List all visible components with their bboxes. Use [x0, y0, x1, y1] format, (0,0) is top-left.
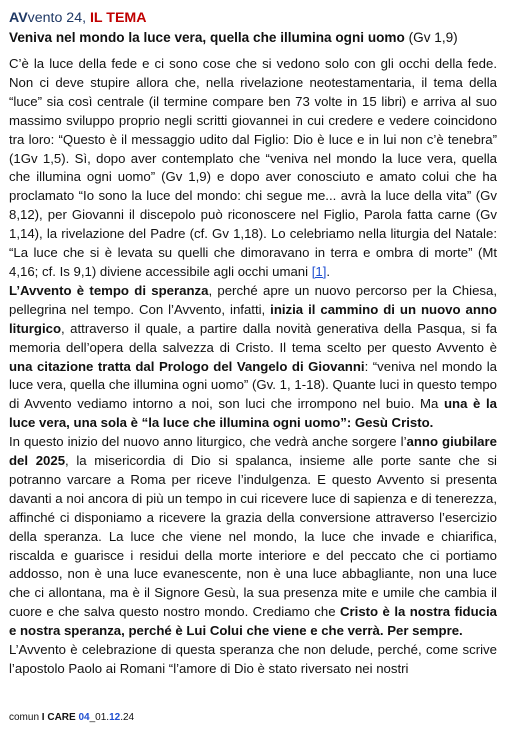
paragraph-4	[9, 641, 497, 679]
p1-end: .	[326, 263, 331, 279]
p3-text-2: , la misericordia di Dio si spalanca, insieme alle porte sante che si potranno varcare a Roma per riceve l’indulgenza. E questo Avvento si presenta davanti a noi ancora di più un tempo in cui ricevere luce di sapienza e di tenerezza, affinché ci disponiamo a ricevere la grazia della conversione attraverso l’esercizio della speranza. La luce che viene nel mondo, la luce che invade e chiarifica, riscalda e guarisce i residui della morte interiore e del peccato che ci portiamo addosso, non è una luce evanescente, non è una luce abbagliante, non una luce che ci allontana, ma è il Signore Gesù, la sua presenza mite e umile che cambia il cuore e che salva questo nostro mondo. Crediamo che	[9, 453, 497, 620]
header-tema: IL TEMA	[89, 10, 147, 26]
article	[9, 9, 497, 679]
title-ref: (Gv 1,9)	[404, 30, 458, 45]
p3-bold-2: Cristo è la nostra fiducia e nostra speranza, perché è Lui Colui che viene e che verrà. Per sempre.	[9, 604, 497, 639]
p2-text-3: : “veniva nel mondo la luce vera, quella che illumina ogni uomo” (Gv. 1, 1-18). Quante luci in questo tempo di Avvento vediamo intorno a noi, son luci che irrompono nel buio. Ma	[9, 358, 497, 412]
p2-bold-1: L’Avvento è tempo di speranza	[9, 282, 209, 298]
header-av: AV	[9, 10, 28, 26]
paragraph-2	[9, 282, 497, 433]
footer-date-1: _01.	[89, 712, 110, 723]
p2-text-2: , attraverso il quale, a partire dalla novità generativa della Pasqua, si fa memoria dell’opera della salvezza di Cristo. Il tema scelto per questo Avvento è	[9, 320, 497, 355]
footer-date-month: 12	[109, 712, 121, 723]
section-header	[9, 9, 497, 28]
p2-text-1: , perché apre un nuovo percorso per la Chiesa, pellegrina nel tempo. Con l’Avvento, infatti,	[9, 282, 497, 317]
p2-bold-2: inizia il cammino di un nuovo anno liturgico	[9, 301, 497, 336]
footer-date-2: .24	[120, 712, 135, 723]
footer-prefix: comun	[9, 712, 42, 723]
p3-bold-1: anno giubilare del 2025	[9, 434, 497, 469]
p4-text: L’Avvento è celebrazione di questa speranza che non delude, perché, come scrive l’apostolo Paolo ai Romani “l’amore di Dio è stato riversato nei nostri	[9, 642, 497, 676]
footer-issue-number: 04	[78, 712, 90, 723]
header-rest: vento 24,	[27, 10, 90, 26]
paragraph-1	[9, 55, 497, 282]
footer-icare: I CARE	[41, 712, 79, 723]
page-footer	[9, 712, 134, 723]
title-quote: Veniva nel mondo la luce vera, quella che illumina ogni uomo	[9, 30, 405, 45]
p1-text: C’è la luce della fede e ci sono cose che si vedono solo con gli occhi della fede. Non ci deve stupire allora che, nella rivelazione neotestamentaria, il tema della “luce” sia così centrale (il termine compare ben 73 volte in 15 libri) e arriva al suo massimo sviluppo proprio negli scritti giovannei in cui credere e vedere coincidono tra loro: “Questo è il messaggio udito dal Figlio: Dio è luce e in lui non c’è tenebra” (1Gv 1,5). Sì, dopo aver contemplato che “veniva nel mondo la luce vera, quella che illumina ogni uomo” (Gv 1,9) e dopo aver conosciuto e amato colui che ha proclamato “Io sono la luce del mondo: chi segue me... avrà la luce della vita” (Gv 8,12), per Giovanni il discepolo può riconoscere nel Figlio, Parola fatta carne (Gv 1,14), la rivelazione del Padre (cf. Gv 1,18). Lo celebriamo nella liturgia del Natale: “La luce che si è levata su quelli che dimoravano in terra e ombra di morte” (Mt 4,16; cf. Is 9,1) diviene accessibile agli occhi umani	[9, 56, 497, 279]
p2-bold-4: una è la luce vera, una sola è “la luce che illumina ogni uomo”: Gesù Cristo.	[9, 396, 498, 431]
p2-bold-3: una citazione tratta dal Prologo del Vangelo di Giovanni	[9, 358, 365, 374]
footnote-link[interactable]: [1]	[311, 263, 327, 279]
paragraph-3	[9, 433, 497, 641]
article-title	[9, 28, 497, 47]
p3-text-1: In questo inizio del nuovo anno liturgico, che vedrà anche sorgere l’	[9, 434, 407, 450]
